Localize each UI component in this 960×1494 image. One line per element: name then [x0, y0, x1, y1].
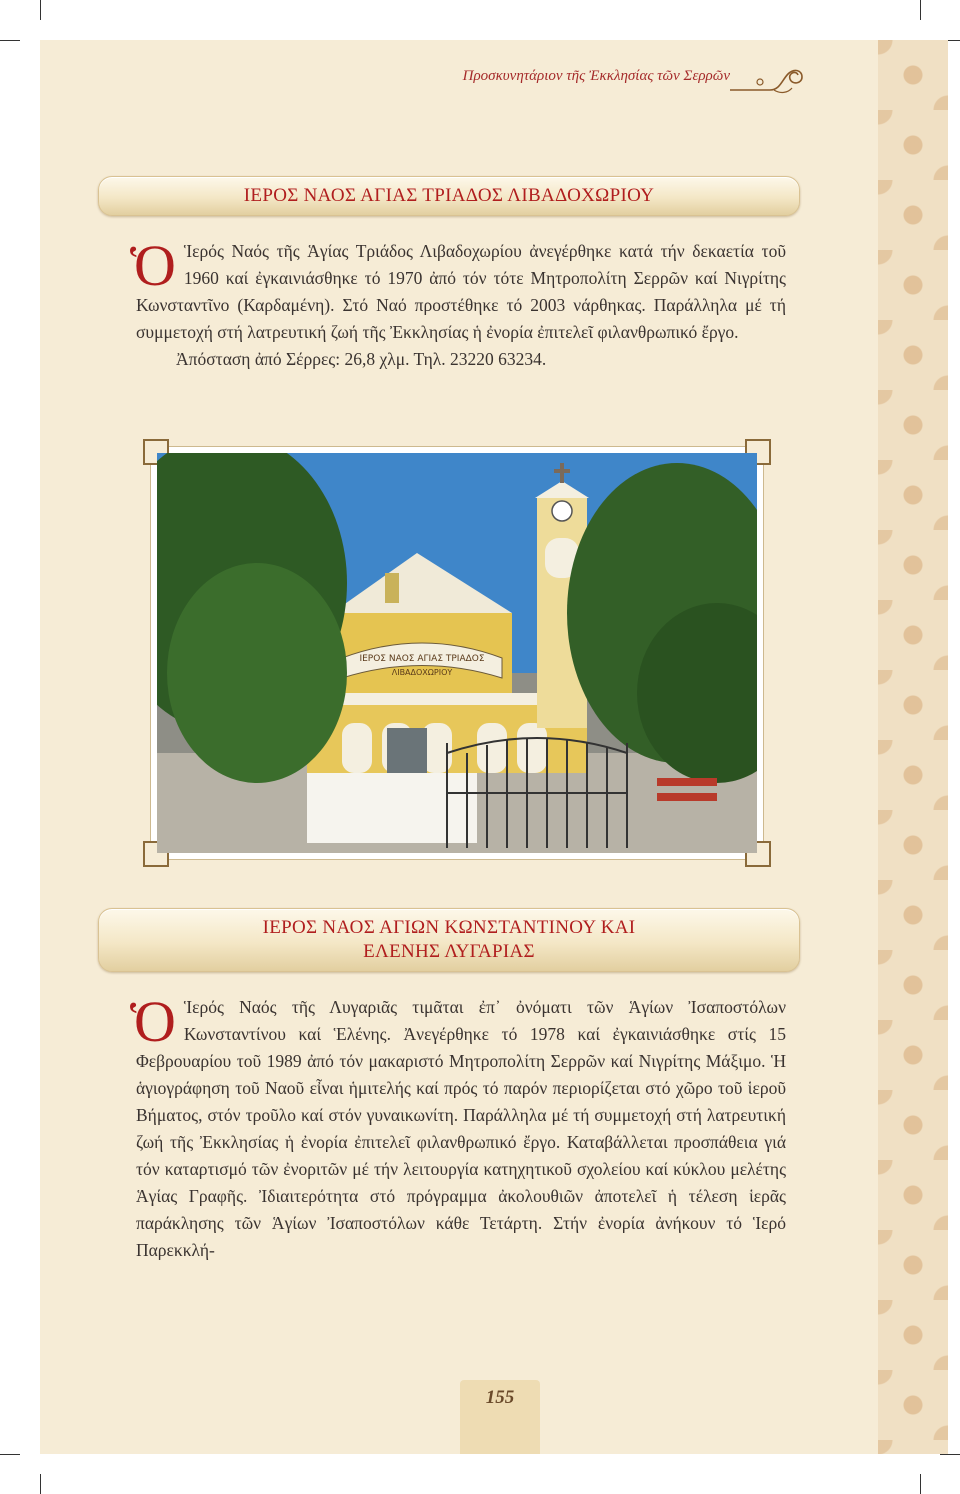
section-title-line: ΙΕΡΟΣ ΝΑΟΣ ΑΓΙΩΝ ΚΩΝΣΤΑΝΤΙΝΟΥ ΚΑΙ	[262, 917, 636, 938]
crop-mark	[920, 0, 921, 20]
crop-mark	[40, 1474, 41, 1494]
section-title-banner	[98, 176, 800, 216]
decorative-border	[878, 40, 948, 1454]
section-title-banner	[98, 908, 800, 972]
crop-mark	[0, 1454, 20, 1455]
drop-cap: Ὁ	[130, 233, 176, 298]
church-photo-frame	[150, 446, 764, 860]
church-photo	[157, 453, 757, 853]
section-title: ΙΕΡΟΣ ΝΑΟΣ ΑΓΙΑΣ ΤΡΙΑΔΟΣ ΛΙΒΑΔΟΧΩΡΙΟΥ	[243, 185, 655, 206]
crop-mark	[920, 1474, 921, 1494]
crop-mark	[940, 1454, 960, 1455]
running-head: Προσκυνητάριον τῆς Ἐκκλησίας τῶν Σερρῶν	[462, 68, 730, 84]
section-body	[130, 989, 786, 1264]
flourish-icon	[730, 60, 805, 96]
section-paragraph: Ἱερός Ναός τῆς Ἁγίας Τριάδος Λιβαδοχωρίου ἀνεγέρθηκε κατά τήν δεκαετία τοῦ 1960 καί ἐγκαινιάσθηκε τό 1970 ἀπό τόν τότε Μητροπολίτη Σερρῶν καί Νιγρίτης Κωνσταντῖνο (Καρδαμένη). Στό Ναό προστέθηκε τό 2003 νάρθηκας. Παράλληλα μέ τή συμμετοχή στή λατρευτική ζωή τῆς Ἐκκλησίας ἡ ἐνορία ἐπιτελεῖ φιλανθρωπικό ἔργο.	[136, 241, 786, 342]
distance-line: Ἀπόσταση ἀπό Σέρρες: 26,8 χλμ. Τηλ. 23220 63234.	[176, 349, 547, 369]
page-number: 155	[485, 1387, 515, 1408]
section-paragraph: Ἱερός Ναός τῆς Λυγαριᾶς τιμᾶται ἐπ᾽ ὀνόματι τῶν Ἁγίων Ἰσαποστόλων Κωνσταντίνου καί Ἑλένης. Ἀνεγέρθηκε τό 1978 καί ἐγκαινιάσθηκε στίς 15 Φεβρουαρίου τοῦ 1989 ἀπό τόν μακαριστό Μητροπολίτη Σερρῶν καί Νιγρίτης Μάξιμο. Ἡ ἁγιογράφηση τοῦ Ναοῦ εἶναι ἡμιτελής καί πρός τό παρόν περιορίζεται στό χῶρο τοῦ ἱεροῦ Βήματος, στόν τροῦλο καί στόν γυναικωνίτη. Παράλληλα μέ τή συμμετοχή στή λατρευτική ζωή τῆς Ἐκκλησίας ἡ ἐνορία ἐπιτελεῖ φιλανθρωπικό ἔργο. Καταβάλλεται προσπάθεια γιά τόν καταρτισμό τῶν ἐνοριτῶν μέ τήν λειτουργία κατηχητικοῦ σχολείου καί κύκλου μελέτης Ἁγίας Γραφῆς. Ἰδιαιτερότητα στό πρόγραμμα ἀκολουθιῶν ἀποτελεῖ ἡ τέλεση ἱερᾶς παράκλησης τῶν Ἁγίων Ἰσαποστόλων κάθε Τετάρτη. Στήν ἐνορία ἀνήκουν τό Ἱερό Παρεκκλή-	[136, 997, 786, 1260]
church-sign-text: ΙΕΡΟΣ ΝΑΟΣ ΑΓΙΑΣ ΤΡΙΑΔΟΣ	[359, 654, 485, 664]
section-body	[130, 233, 786, 373]
crop-mark	[40, 0, 41, 20]
crop-mark	[0, 40, 20, 41]
church-sign-text: ΛΙΒΑΔΟΧΩΡΙΟΥ	[391, 668, 453, 677]
drop-cap: Ὁ	[130, 989, 176, 1054]
section-title-line: ΕΛΕΝΗΣ ΛΥΓΑΡΙΑΣ	[363, 941, 535, 962]
